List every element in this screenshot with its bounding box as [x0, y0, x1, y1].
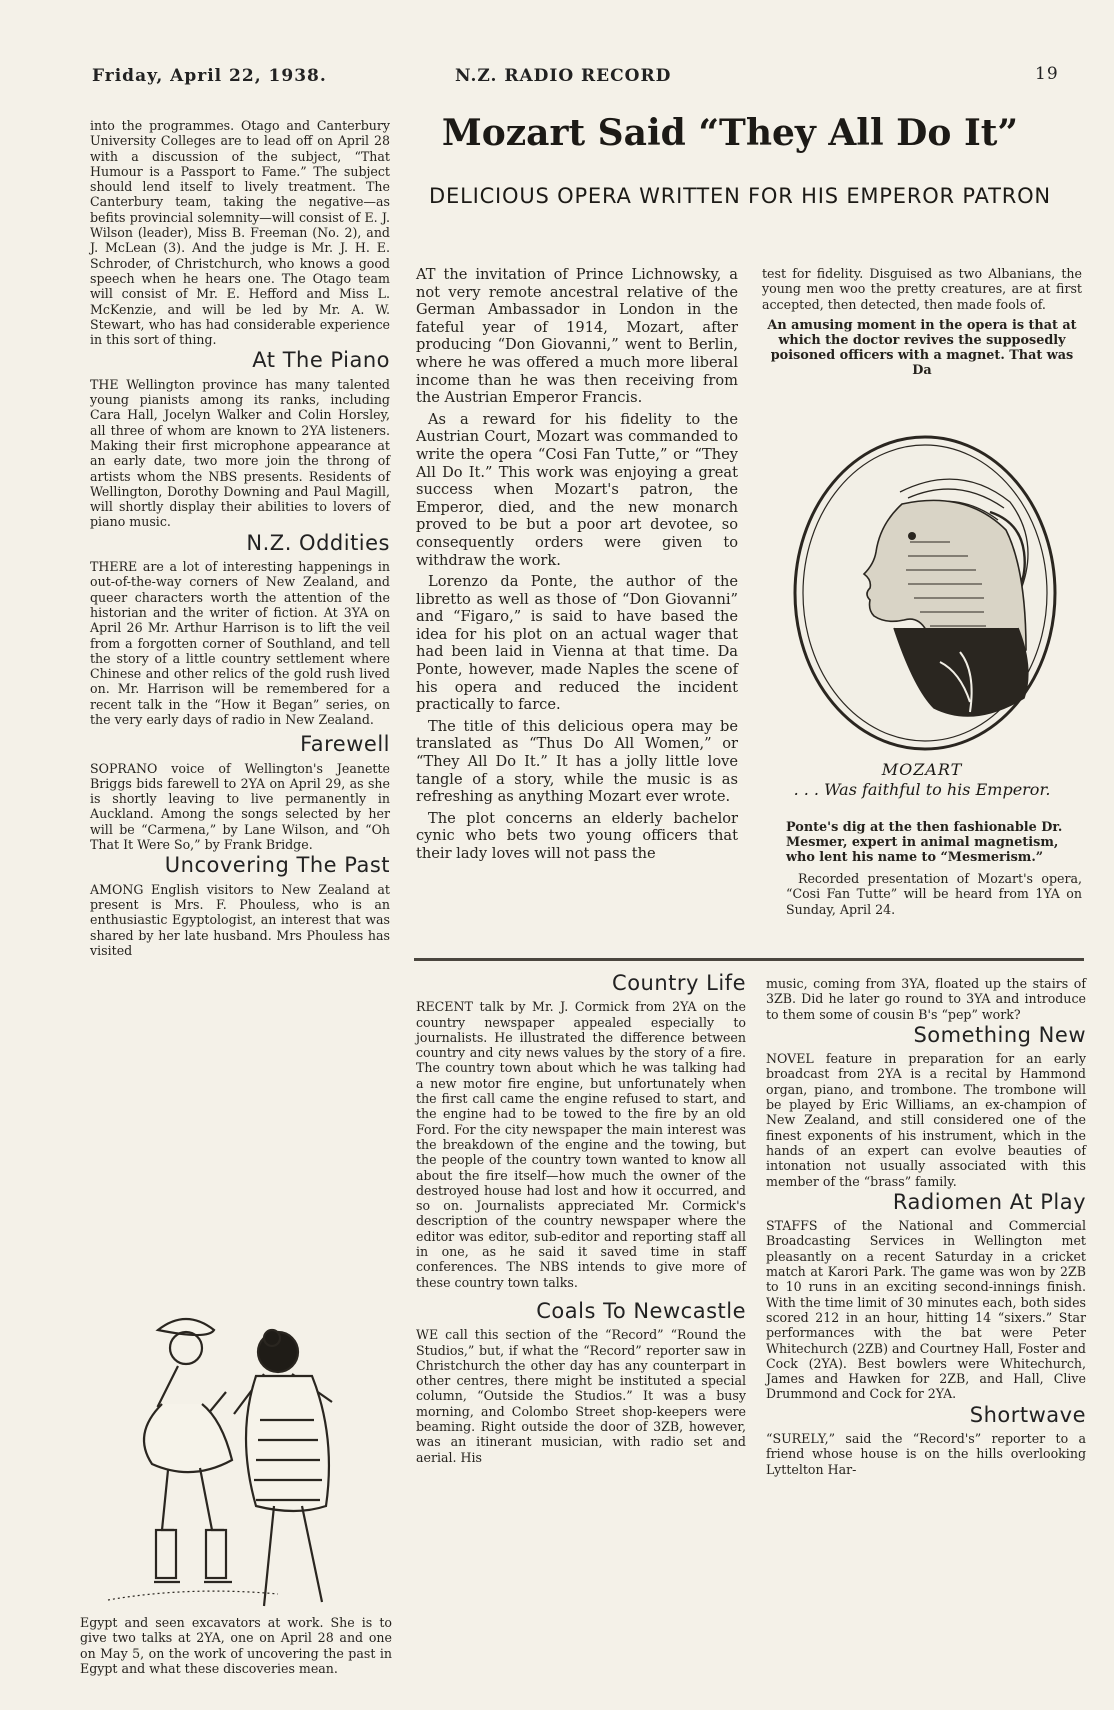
- oddities-paragraph: THERE are a lot of interesting happenings in out-of-the-way corners of New Zealand, and queer characters worth the attention of the historian and the writer of fiction. At 3YA on April 26 Mr. Arthur Harrison is to lift the veil from a forgotten corner of Southland, and tell the story of a little country settlement where Chinese and other relics of the gold rush lived on. Mr. Harrison will be remembered for a recent talk in the “How it Began” series, on the very early days of radio in New Zealand.: [90, 559, 390, 727]
- main-article-column-2: [762, 266, 1082, 384]
- article-paragraph: AT the invitation of Prince Lichnowsky, a not very remote ancestral relative of the German Ambassador in London in the fateful year of 1914, Mozart, after producing “Don Giovanni,” went to Berlin, where he was offered a much more liberal income than he was then receiving from the Austrian Emperor Francis.: [416, 266, 738, 407]
- section-heading: Something New: [913, 1022, 1086, 1047]
- shortwave-paragraph: “SURELY,” said the “Record's” reporter to a friend whose house is on the hills overlooking Lyttelton Har-: [766, 1431, 1086, 1477]
- section-heading: N.Z. Oddities: [246, 530, 390, 555]
- article-bold-paragraph: Ponte's dig at the then fashionable Dr. Mesmer, expert in animal magnetism, who lent his name to “Mesmerism.”: [786, 820, 1063, 865]
- middle-lower-column: [416, 971, 746, 1469]
- something-new-paragraph: NOVEL feature in preparation for an early broadcast from 2YA is a recital by Hammond organ, piano, and trombone. The trombone will be played by Eric Williams, an ex-champion of New Zealand, and still considered one of the finest exponents of his instrument, which in the hands of an expert can evolve beauties of intonation not usually associated with this member of the “brass” family.: [766, 1051, 1086, 1189]
- article-paragraph: The title of this delicious opera may be translated as “Thus Do All Women,” or “They All Do It.” It has a jolly little love tangle of a story, while the music is as refreshing as anything Mozart ever wrote.: [416, 717, 738, 806]
- main-article-column-2-lower: [786, 814, 1082, 921]
- article-paragraph: test for fidelity. Disguised as two Albanians, the young men woo the pretty creatures, are at first accepted, then detected, then made fools of.: [762, 266, 1082, 312]
- portrait-caption-name: MOZART: [881, 760, 963, 779]
- coals-paragraph: WE call this section of the “Record” “Round the Studios,” but, if what the “Record” reporter saw in Christchurch the other day has any counterpart in other centres, there might be instituted a special column, “Outside the Studios.” It was a busy morning, and Colombo Street shop-keepers were beaming. Right outside the door of 3ZB, however, was an itinerant musician, with radio set and aerial. His: [416, 1327, 746, 1465]
- article-paragraph: Lorenzo da Ponte, the author of the libretto as well as those of “Don Giovanni” and “Figaro,” is said to have based the idea for his plot on an actual wager that had been laid in Vienna at that time. Da Ponte, however, made Naples the scene of his opera and reduced the incident practically to farce.: [416, 573, 738, 714]
- main-article-column-1: [416, 266, 738, 867]
- section-heading: Shortwave: [969, 1402, 1086, 1427]
- article-divider-rule: [414, 958, 1084, 961]
- article-paragraph: The plot concerns an elderly bachelor cynic who bets two young officers that their lady loves will not pass the: [416, 809, 738, 862]
- article-bold-paragraph: An amusing moment in the opera is that at which the doctor revives the supposedly poisoned officers with a magnet. That was Da: [767, 317, 1077, 378]
- main-article-title: Mozart Said “They All Do It”: [441, 112, 1019, 154]
- farewell-paragraph: SOPRANO voice of Wellington's Jeanette Briggs bids farewell to 2YA on April 29, as she is shortly leaving to live permanently in Auckland. Among the songs selected by her will be “Carmena,” by Lane Wilson, and “Oh That It Were So,” by Frank Bridge.: [90, 760, 390, 853]
- main-article-subtitle: DELICIOUS OPERA WRITTEN FOR HIS EMPEROR PATRON: [429, 184, 1051, 208]
- piano-paragraph: THE Wellington province has many talented young pianists among its ranks, including Cara Hall, Jocelyn Walker and Colin Horsley, all three of whom are known to 2YA listeners. Making their first microphone appearance at an early date, two more join the throng of artists whom the NBS presents. Residents of Wellington, Dorothy Downing and Paul Magill, will shortly display their abilities to lovers of piano music.: [90, 376, 390, 530]
- dancing-couple-illustration: [88, 1300, 388, 1660]
- intro-paragraph: into the programmes. Otago and Canterbury University Colleges are to lead off on April 28 with a discussion of the subject, “That Humour is a Passport to Fame.” The subject should lend itself to lively treatment. The Canterbury team, taking the negative—as befits provincial solemnity—will consist of E. J. Wilson (leader), Miss B. Freeman (No. 2), and J. McLean (3). And the judge is Mr. J. H. E. Schroder, of Christchurch, who knows a good speech when he hears one. The Otago team will consist of Mr. E. Hefford and Miss L. McKenzie, and will be led by Mr. A. W. Stewart, who has had considerable experience in this sort of thing.: [90, 118, 390, 348]
- radiomen-paragraph: STAFFS of the National and Commercial Broadcasting Services in Wellington met pleasantly on a recent Saturday in a cricket match at Karori Park. The game was won by 2ZB to 10 runs in an exciting second-innings finish. With the time limit of 30 minutes each, both sides scored 212 in an hour, hitting 14 “sixers.” Star performances with the bat were Peter Whitechurch (2ZB) and Courtney Hall, Foster and Cock (2YA). Best bowlers were Whitechurch, James and Hawken for 2ZB, and Hall, Clive Drummond and Cock for 2YA.: [766, 1218, 1086, 1402]
- publication-name: N.Z. RADIO RECORD: [455, 66, 672, 86]
- section-heading: Country Life: [612, 971, 746, 995]
- mozart-portrait-medallion: [790, 432, 1060, 754]
- section-heading: Coals To Newcastle: [536, 1298, 746, 1323]
- uncovering-continued: [80, 1615, 392, 1680]
- section-heading: At The Piano: [252, 348, 390, 373]
- right-lower-column: [766, 976, 1086, 1481]
- article-paragraph: Recorded presentation of Mozart's opera, “Cosi Fan Tutte” will be heard from 1YA on Sunday, April 24.: [786, 871, 1082, 917]
- section-heading: Radiomen At Play: [892, 1189, 1086, 1214]
- section-heading: Uncovering The Past: [164, 853, 390, 878]
- uncovering-paragraph: AMONG English visitors to New Zealand at present is Mrs. F. Phouless, who is an enthusiastic Egyptologist, an interest that was shared by her late husband. Mrs Phouless has visited: [90, 881, 390, 958]
- portrait-caption-text: . . . Was faithful to his Emperor.: [793, 780, 1051, 799]
- article-paragraph: As a reward for his fidelity to the Austrian Court, Mozart was commanded to write the opera “Cosi Fan Tutte,” or “They All Do It.” This work was enjoying a great success when Mozart's patron, the Emperor, died, and the new monarch proved to be but a poor art devotee, so consequently orders were given to withdraw the work.: [416, 410, 738, 569]
- issue-date: Friday, April 22, 1938.: [92, 66, 327, 86]
- country-life-paragraph: RECENT talk by Mr. J. Cormick from 2YA on the country newspaper appealed especially to journalists. He illustrated the difference between country and city news values by the story of a fire. The country town about which he was talking had a new motor fire engine, but unfortunately when the first call came the engine refused to start, and the engine had to be towed to the fire by an old Ford. For the city newspaper the main interest was the breakdown of the engine and the towing, but the people of the country town wanted to know all about the fire itself—how much the owner of the destroyed house had lost and how it occurred, and so on. Journalists appreciated Mr. Cormick's description of the country newspaper where the editor was editor, sub-editor and reporting staff all in one, as he said it saved time in staff conferences. The NBS intends to give more of these country town talks.: [416, 999, 746, 1290]
- music-paragraph: music, coming from 3YA, floated up the stairs of 3ZB. Did he later go round to 3YA and introduce to them some of cousin B's “pep” work?: [766, 976, 1086, 1022]
- section-heading: Farewell: [300, 732, 390, 757]
- uncovering-end-paragraph: Egypt and seen excavators at work. She is to give two talks at 2YA, one on April 28 and one on May 5, on the work of uncovering the past in Egypt and what these discoveries mean.: [80, 1615, 392, 1676]
- left-column: [90, 118, 390, 962]
- page-number: 19: [1035, 64, 1059, 84]
